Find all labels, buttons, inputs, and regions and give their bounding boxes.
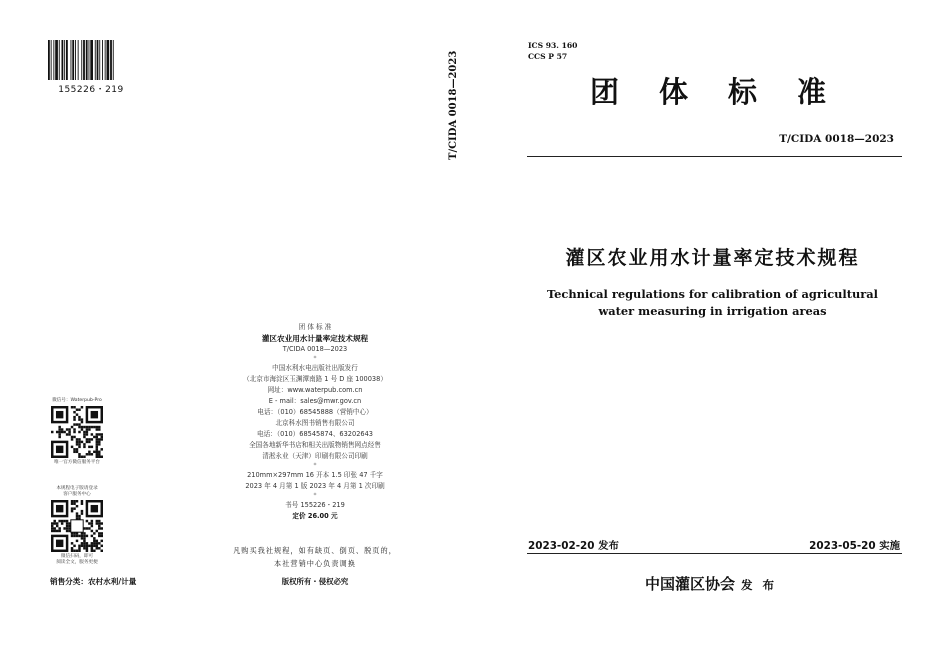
barcode-number: 155226・219 — [58, 85, 124, 95]
qr-caption-bottom: 唯一官方微信服务平台 — [54, 460, 100, 465]
notice-line-2: 本社营销中心负责调换 — [274, 559, 356, 568]
copyright-notice: 版权所有・侵权必究 — [281, 577, 349, 586]
qr-code-icon — [51, 406, 103, 458]
qr-block-wechat — [44, 398, 110, 466]
publisher-name: 中国灌区协会 — [644, 575, 735, 593]
qr-caption-top: 微信号：Waterpub-Pro — [52, 398, 102, 403]
document-title-chinese: 灌区农业用水计量率定技术规程 — [565, 247, 860, 269]
imprint-code: T/CIDA 0018—2023 — [282, 345, 348, 353]
classification-codes — [528, 40, 577, 62]
imprint-publisher: 中国水利水电出版社出版发行 — [272, 364, 358, 372]
imprint-stores: 全国各地新华书店和相关出版物销售网点经售 — [249, 441, 381, 449]
imprint-separator: * — [313, 492, 317, 499]
publisher — [527, 573, 902, 594]
spine-code: T/CIDA 0018—2023 — [448, 50, 459, 160]
qr-caption-line-3: 微信扫码，即可 — [60, 554, 94, 559]
document-title-english — [530, 286, 895, 320]
imprint-distributor: 北京科水图书销售有限公司 — [275, 419, 355, 427]
qr-caption-line-4: 阅读全文，服务更便 — [56, 560, 98, 565]
imprint-edition: 2023 年 4 月第 1 版 2023 年 4 月第 1 次印刷 — [245, 482, 385, 490]
imprint-series: 团 体 标 准 — [298, 323, 332, 331]
imprint-phone-distributor: 电话：（010）68545874、63202643 — [257, 430, 373, 438]
qr-caption-line-2: 客户服务中心 — [63, 492, 91, 497]
divider-bottom — [527, 553, 902, 554]
notice-line-1: 凡购买我社规程，如有缺页、倒页、脱页的， — [233, 546, 397, 555]
imprint-printer: 清淞永业（天津）印刷有限公司印刷 — [262, 452, 368, 460]
sales-category: 销售分类：农村水利/计量 — [50, 577, 137, 586]
divider-top — [527, 156, 902, 157]
imprint-separator: * — [313, 462, 317, 469]
qr-block-ebook — [44, 486, 110, 566]
title-english-line-1: Technical regulations for calibration of agricultural — [546, 287, 879, 301]
implementation-date: 2023-05-20 实施 — [809, 540, 900, 552]
qr-code-icon — [51, 500, 103, 552]
ics-code: ICS 93. 160 — [528, 41, 578, 50]
imprint-book-number: 书号 155226・219 — [285, 501, 345, 509]
title-english-line-2: water measuring in irrigation areas — [598, 304, 827, 318]
issued-label: 发布 — [741, 578, 784, 592]
ccs-code: CCS P 57 — [528, 52, 568, 61]
imprint-block — [210, 322, 420, 522]
imprint-email: E - mail：sales@mwr.gov.cn — [268, 397, 362, 405]
imprint-price: 定价 26.00 元 — [292, 512, 338, 520]
replacement-notice — [220, 544, 410, 570]
imprint-format: 210mm×297mm 16 开本 1.5 印张 47 千字 — [247, 471, 383, 479]
standard-type: 团体标准 — [590, 75, 867, 109]
imprint-separator: * — [313, 355, 317, 362]
standard-number: T/CIDA 0018—2023 — [779, 133, 894, 145]
imprint-website: 网址：www.waterpub.com.cn — [267, 386, 363, 394]
barcode — [48, 40, 134, 80]
issue-date: 2023-02-20 发布 — [528, 540, 619, 552]
imprint-phone-sales: 电话：（010）68545888（营销中心） — [257, 408, 373, 416]
imprint-title: 灌区农业用水计量率定技术规程 — [261, 334, 369, 343]
imprint-address: （北京市海淀区玉渊潭南路 1 号 D 座 100038） — [243, 375, 387, 383]
qr-caption-line-1: 本规程电子版请登录 — [56, 486, 98, 491]
